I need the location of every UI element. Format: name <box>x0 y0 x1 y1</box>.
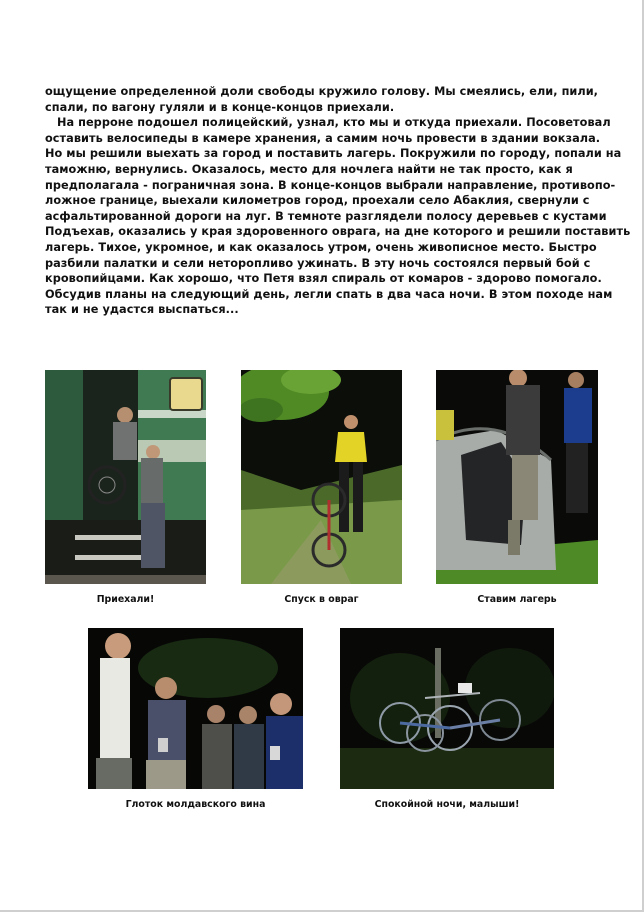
text-line: спали, по вагону гуляли и в конце-концов приехали. <box>45 100 395 114</box>
text-line: так и не удастся выспаться... <box>45 303 239 317</box>
text-line: таможню, вернулись. Оказалось, место для ночлега найти не так просто, как я <box>45 162 573 176</box>
article-text <box>45 84 631 318</box>
text-line: разбили палатки и сели неторопливо ужинать. В эту ночь состоялся первый бой с <box>45 256 591 270</box>
text-line: оставить велосипеды в камере хранения, а самим ночь провести в здании вокзала. <box>45 131 601 145</box>
photo-caption: Приехали! <box>96 594 155 605</box>
text-line: лагерь. Тихое, укромное, и как оказалось утром, очень живописное место. Быстро <box>45 240 597 254</box>
text-line: ложное границе, выехали километров город, проехали село Абаклия, свернули с <box>45 194 590 208</box>
photo-caption: Спуск в овраг <box>284 594 359 605</box>
ravine-descent-photo <box>241 370 402 584</box>
bikes-night-photo <box>340 628 554 789</box>
photo-caption: Спокойной ночи, малыши! <box>374 799 520 810</box>
text-line: Подъехав, оказались у края здоровенного оврага, на дне которого и решили поставить <box>45 225 631 239</box>
text-line: Обсудив планы на следующий день, легли спать в два часа ночи. В этом походе нам <box>45 287 613 301</box>
train-arrival-photo <box>45 370 206 584</box>
text-line: кровопийцами. Как хорошо, что Петя взял спираль от комаров - здорово помогало. <box>45 272 602 286</box>
wine-group-photo <box>88 628 303 789</box>
tent-camp-photo <box>436 370 598 584</box>
text-line: ощущение определенной доли свободы кружило голову. Мы смеялись, ели, пили, <box>45 85 599 98</box>
text-line: Но мы решили выехать за город и поставить лагерь. Покружили по городу, попали на <box>45 147 622 161</box>
photo-caption: Ставим лагерь <box>477 594 557 605</box>
text-line: асфальтированной дороги на луг. В темноте разглядели полосу деревьев с кустами <box>45 209 607 223</box>
photo-caption: Глоток молдавского вина <box>125 799 266 810</box>
text-line: предполагала - пограничная зона. В конце-концов выбрали направление, противопо- <box>45 178 616 192</box>
text-line: На перроне подошел полицейский, узнал, кто мы и откуда приехали. Посоветовал <box>45 116 611 130</box>
